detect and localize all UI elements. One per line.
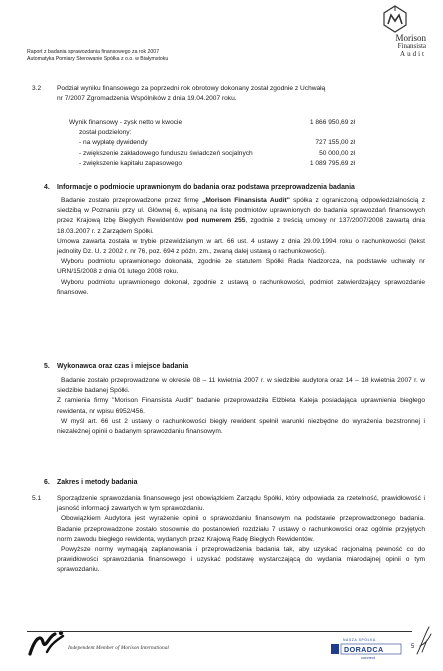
row-amount: 1 866 950,69 zł [309,119,355,126]
section-5-body [57,376,425,437]
row-amount: 727 155,00 zł [315,139,355,147]
text-run: spółka z ograniczoną odpowiedzialnością z siedzibą w Poznaniu przy ul. Głównej 6, wpisaną na listę podmiotów uprawnionych do badania sprawozdań finansowych przez Krajową Izbę Biegłych Rewidentów [57,197,426,225]
section-number: 5.1 [32,495,42,502]
signature-icon [414,624,434,658]
doradca-badge [331,638,403,662]
section-5-1-paragraph-3: Powyższe normy wymagają zaplanowania i przeprowadzenia badania tak, aby uzyskać racjonalną pewność co do prawidłowości sprawozdania finansowego i uzyskać podstawę wystarczającą do wydania miarodajnej opinii o tym sprawozdaniu. [57,546,425,574]
paragraph-line: nr 7/2007 Zgromadzenia Wspólników z dnia 19.04.2007 roku. [57,95,237,103]
row-amount: 50 000,00 zł [319,149,355,157]
section-5-paragraph-2: Z ramienia firmy "Morison Finansista Audit" badanie przeprowadziła Elżbieta Kaleja posiadająca uprawnienia biegłego rewidenta, nr wpisu 6952/456. [57,397,425,415]
section-number: 3.2 [32,85,42,92]
section-5-1-paragraph-1: Sporządzenie sprawozdania finansowego jest obowiązkiem Zarządu Spółki, który odpowiada za rzetelność, prawidłowość i jasność informacji zawartych w tym sprawozdaniu. [57,495,425,513]
footer-divider [27,631,412,632]
doradca-wordmark: DORADCA [344,645,384,654]
doradca-caption: NASZA SPOŁKA [343,638,376,642]
section-5-heading: Wykonawca oraz czas i miejsce badania [57,363,189,370]
report-title: Raport z badania sprawozdania finansowego za rok 2007 [27,49,160,55]
table-row [69,138,355,148]
logo-word-audit: Audit [400,50,426,58]
section-4-paragraph-1 [57,196,425,237]
row-amount: 1 089 795,69 zł [309,159,355,167]
table-row [69,128,355,138]
section-4-body [57,196,425,298]
section-6-heading: Zakres i metody badania [57,479,138,486]
page-number: 5 [411,644,415,650]
row-label: - zwiększenie kapitału zapasowego [79,159,182,167]
morison-international-logo-icon [27,628,67,660]
row-label: - zwiększenie zakładowego funduszu świadczeń socjalnych [79,149,253,157]
section-5-paragraph-3: W myśl art. 66 ust 2 ustawy o rachunkowości biegły rewident spełnił warunki niezbędne do wyrażenia bezstronnej i niezależnej opinii o badanym sprawozdaniu finansowym. [57,417,425,436]
footer-member-text: Independent Member of Morison International [68,645,169,651]
section-4-paragraph-4: Wyboru podmiotu uprawnionego dokonał, zgodnie z ustawą o rachunkowości, podmiot zatwierdzający sprawozdanie finansowe. [57,278,425,296]
morison-emblem-icon [382,4,408,34]
section-number: 6. [44,479,50,486]
section-5-paragraph-1: Badanie zostało przeprowadzone w okresie 08 – 11 kwietnia 2007 r. w siedzibie audytora oraz 14 – 18 kwietnia 2007 r. w siedzibie badanej Spółki. [57,377,425,395]
table-row [69,149,355,159]
section-number: 4. [44,184,50,191]
logo-word-finansista: Finansista [397,42,426,50]
company-name: Automatyka Pomiary Sterowanie Spółka z o.o. w Białymstoku [27,56,169,62]
section-4-paragraph-3: Wyboru podmiotu uprawnionego dokonała, zgodnie ze statutem Spółki Rada Nadzorcza, na podstawie uchwały nr URN/15/2008 z dnia 01 lutego 2008 roku. [57,258,425,276]
firm-name: „Morison Finansista Audit" [202,197,290,204]
table-row [69,118,355,128]
section-number: 5. [44,363,50,370]
morison-logo [360,4,430,66]
logo-word-morison: Morison [395,33,426,43]
text-run: , zgodnie z treścią umowy nr 137/2007/2008 zawartą dnia 18.03.2007 r. z Zarządem Spółki. [57,217,425,235]
paragraph-line: Podział wyniku finansowego za poprzedni rok obrotowy dokonany został zgodnie z Uchwałą [57,85,326,92]
row-label: Wynik finansowy - zysk netto w kwocie [69,119,183,126]
row-label: - na wypłatę dywidendy [79,139,148,147]
section-3-2-paragraph [57,84,425,104]
registry-number: pod numerem 255 [186,217,246,225]
row-label: został podzielony: [79,129,132,137]
profit-distribution-table [69,118,355,169]
section-4-paragraph-2: Umowa zawarta została w trybie przewidzianym w art. 66 ust. 4 ustawy z dnia 29.09.1994 roku o rachunkowości (tekst jednolity Dz. U. z 2002 r. nr 76, poz. 694 z późn. zm., zwaną dalej ustawą o rachunkowości). [57,237,425,256]
report-header [27,49,168,63]
section-4-heading: Informacje o podmiocie uprawnionym do badania oraz podstawa przeprowadzenia badania [57,184,355,191]
section-5-1-paragraph-2: Obowiązkiem Audytora jest wyrażenie opinii o sprawozdaniu finansowym na podstawie przeprowadzonego badania. Badanie przeprowadzone zostało stosownie do postanowień rozdziału 7 ustawy o rachunkowości oraz ogólnie przyjętych norm zawodu biegłego rewidenta, wydanych przez Krajową Radę Biegłych Rewidentów. [57,515,425,543]
table-row [69,159,355,169]
doradca-connect: connect [361,655,376,660]
section-5-1-body [57,494,425,576]
text-run: Badanie zostało przeprowadzone przez firmę [61,197,203,204]
